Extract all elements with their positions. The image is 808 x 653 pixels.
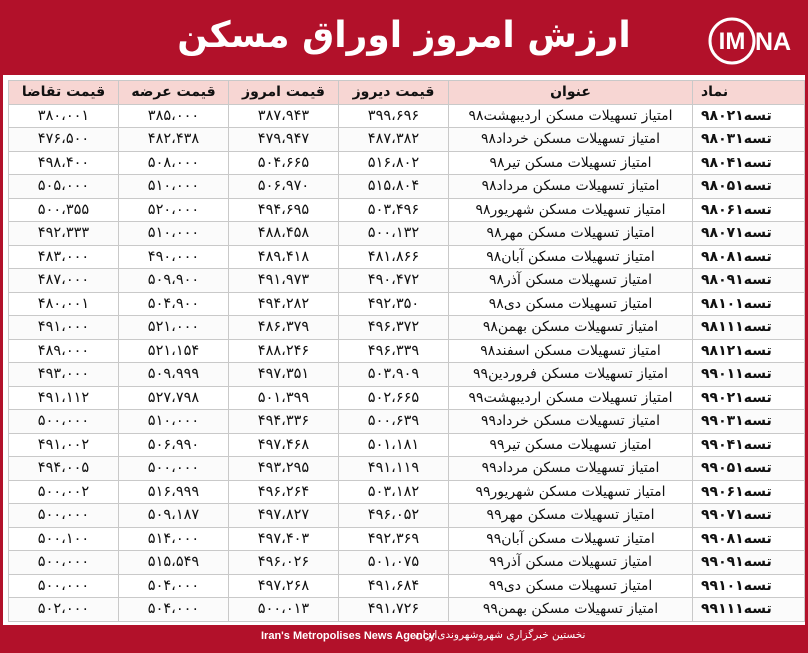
cell-yesterday-price: ۵۰۳،۹۰۹ bbox=[338, 362, 449, 387]
table-row bbox=[3, 245, 805, 269]
table-row bbox=[3, 362, 805, 386]
cell-today-price: ۴۹۷،۴۰۳ bbox=[228, 527, 339, 552]
table-row bbox=[3, 104, 805, 128]
cell-demand-price: ۴۹۴،۰۰۵ bbox=[8, 456, 119, 481]
cell-today-price: ۴۸۹،۴۱۸ bbox=[228, 245, 339, 270]
cell-demand-price: ۴۹۱،۰۰۰ bbox=[8, 315, 119, 340]
cell-today-price: ۵۰۱،۳۹۹ bbox=[228, 386, 339, 411]
cell-title: امتیاز تسهیلات مسکن فروردین۹۹ bbox=[448, 362, 693, 387]
cell-today-price: ۴۷۹،۹۴۷ bbox=[228, 127, 339, 152]
cell-yesterday-price: ۴۸۷،۳۸۲ bbox=[338, 127, 449, 152]
table-row bbox=[3, 480, 805, 504]
footer-bar bbox=[3, 625, 805, 650]
table-row bbox=[3, 550, 805, 574]
table-row bbox=[3, 151, 805, 175]
cell-symbol: تسه۹۹۰۳۱ bbox=[692, 409, 805, 434]
cell-yesterday-price: ۳۹۹،۶۹۶ bbox=[338, 104, 449, 129]
cell-demand-price: ۴۸۷،۰۰۰ bbox=[8, 268, 119, 293]
cell-demand-price: ۵۰۰،۰۰۰ bbox=[8, 409, 119, 434]
cell-offer-price: ۵۰۹،۹۹۹ bbox=[118, 362, 229, 387]
cell-offer-price: ۵۱۴،۰۰۰ bbox=[118, 527, 229, 552]
cell-yesterday-price: ۴۹۰،۴۷۲ bbox=[338, 268, 449, 293]
cell-title: امتیاز تسهیلات مسکن بهمن۹۸ bbox=[448, 315, 693, 340]
cell-today-price: ۴۹۴،۳۳۶ bbox=[228, 409, 339, 434]
cell-demand-price: ۵۰۰،۰۰۰ bbox=[8, 550, 119, 575]
cell-yesterday-price: ۴۹۱،۷۲۶ bbox=[338, 597, 449, 622]
cell-offer-price: ۵۰۹،۹۰۰ bbox=[118, 268, 229, 293]
cell-today-price: ۴۹۶،۲۶۴ bbox=[228, 480, 339, 505]
cell-yesterday-price: ۵۰۳،۴۹۶ bbox=[338, 198, 449, 223]
cell-title: امتیاز تسهیلات مسکن شهریور۹۹ bbox=[448, 480, 693, 505]
cell-title: امتیاز تسهیلات مسکن اسفند۹۸ bbox=[448, 339, 693, 364]
cell-symbol: تسه۹۹۰۱۱ bbox=[692, 362, 805, 387]
cell-offer-price: ۵۱۰،۰۰۰ bbox=[118, 174, 229, 199]
cell-title: امتیاز تسهیلات مسکن آبان۹۸ bbox=[448, 245, 693, 270]
cell-demand-price: ۵۰۲،۰۰۰ bbox=[8, 597, 119, 622]
cell-title: امتیاز تسهیلات مسکن تیر۹۹ bbox=[448, 433, 693, 458]
cell-offer-price: ۵۰۹،۱۸۷ bbox=[118, 503, 229, 528]
cell-demand-price: ۵۰۰،۰۰۰ bbox=[8, 503, 119, 528]
cell-yesterday-price: ۴۹۱،۶۸۴ bbox=[338, 574, 449, 599]
cell-offer-price: ۵۱۵،۵۴۹ bbox=[118, 550, 229, 575]
cell-demand-price: ۵۰۰،۱۰۰ bbox=[8, 527, 119, 552]
cell-symbol: تسه۹۹۰۵۱ bbox=[692, 456, 805, 481]
cell-today-price: ۴۹۳،۲۹۵ bbox=[228, 456, 339, 481]
cell-symbol: تسه۹۹۰۸۱ bbox=[692, 527, 805, 552]
cell-yesterday-price: ۵۰۳،۱۸۲ bbox=[338, 480, 449, 505]
cell-yesterday-price: ۴۹۶،۰۵۲ bbox=[338, 503, 449, 528]
cell-yesterday-price: ۵۰۰،۱۳۲ bbox=[338, 221, 449, 246]
cell-today-price: ۴۹۱،۹۷۳ bbox=[228, 268, 339, 293]
cell-title: امتیاز تسهیلات مسکن مهر۹۸ bbox=[448, 221, 693, 246]
cell-demand-price: ۴۹۱،۰۰۲ bbox=[8, 433, 119, 458]
cell-title: امتیاز تسهیلات مسکن آذر۹۸ bbox=[448, 268, 693, 293]
header-bar bbox=[3, 3, 805, 75]
cell-symbol: تسه۹۸۰۸۱ bbox=[692, 245, 805, 270]
cell-title: امتیاز تسهیلات مسکن خرداد۹۹ bbox=[448, 409, 693, 434]
footer-agency-persian: نخستین خبرگزاری شهروشهروندی‌ایران bbox=[415, 629, 586, 641]
cell-today-price: ۴۹۷،۳۵۱ bbox=[228, 362, 339, 387]
cell-symbol: تسه۹۸۰۳۱ bbox=[692, 127, 805, 152]
footer-agency-english: Iran's Metropolises News Agency bbox=[261, 630, 435, 642]
cell-today-price: ۴۸۶،۳۷۹ bbox=[228, 315, 339, 340]
cell-today-price: ۵۰۴،۶۶۵ bbox=[228, 151, 339, 176]
cell-demand-price: ۴۷۶،۵۰۰ bbox=[8, 127, 119, 152]
cell-today-price: ۴۹۴،۲۸۲ bbox=[228, 292, 339, 317]
cell-demand-price: ۴۸۹،۰۰۰ bbox=[8, 339, 119, 364]
cell-today-price: ۴۸۸،۲۴۶ bbox=[228, 339, 339, 364]
table-row bbox=[3, 597, 805, 621]
cell-today-price: ۴۸۸،۴۵۸ bbox=[228, 221, 339, 246]
cell-today-price: ۴۹۷،۸۲۷ bbox=[228, 503, 339, 528]
cell-symbol: تسه۹۸۱۲۱ bbox=[692, 339, 805, 364]
cell-symbol: تسه۹۹۰۴۱ bbox=[692, 433, 805, 458]
cell-yesterday-price: ۴۹۲،۳۵۰ bbox=[338, 292, 449, 317]
cell-symbol: تسه۹۸۰۹۱ bbox=[692, 268, 805, 293]
table-row bbox=[3, 174, 805, 198]
cell-today-price: ۵۰۶،۹۷۰ bbox=[228, 174, 339, 199]
column-header-symbol: نماد bbox=[692, 80, 805, 105]
cell-demand-price: ۴۹۱،۱۱۲ bbox=[8, 386, 119, 411]
cell-demand-price: ۵۰۰،۰۰۰ bbox=[8, 574, 119, 599]
table-row bbox=[3, 574, 805, 598]
cell-offer-price: ۵۲۰،۰۰۰ bbox=[118, 198, 229, 223]
cell-title: امتیاز تسهیلات مسکن دی۹۹ bbox=[448, 574, 693, 599]
cell-offer-price: ۵۰۰،۰۰۰ bbox=[118, 456, 229, 481]
cell-demand-price: ۴۹۲،۳۳۳ bbox=[8, 221, 119, 246]
cell-offer-price: ۵۰۸،۰۰۰ bbox=[118, 151, 229, 176]
cell-symbol: تسه۹۹۰۲۱ bbox=[692, 386, 805, 411]
column-header-demand: قیمت تقاضا bbox=[8, 80, 119, 105]
cell-yesterday-price: ۴۹۶،۳۷۲ bbox=[338, 315, 449, 340]
cell-today-price: ۳۸۷،۹۴۳ bbox=[228, 104, 339, 129]
cell-demand-price: ۵۰۰،۰۰۲ bbox=[8, 480, 119, 505]
cell-offer-price: ۵۲۱،۱۵۴ bbox=[118, 339, 229, 364]
cell-title: امتیاز تسهیلات مسکن تیر۹۸ bbox=[448, 151, 693, 176]
cell-symbol: تسه۹۸۰۵۱ bbox=[692, 174, 805, 199]
svg-text:IM: IM bbox=[718, 28, 746, 55]
cell-demand-price: ۴۸۰،۰۰۱ bbox=[8, 292, 119, 317]
cell-today-price: ۴۹۷،۲۶۸ bbox=[228, 574, 339, 599]
cell-demand-price: ۴۸۳،۰۰۰ bbox=[8, 245, 119, 270]
cell-yesterday-price: ۵۰۰،۶۳۹ bbox=[338, 409, 449, 434]
cell-title: امتیاز تسهیلات مسکن اردیبهشت۹۸ bbox=[448, 104, 693, 129]
table-row bbox=[3, 268, 805, 292]
cell-demand-price: ۴۹۸،۴۰۰ bbox=[8, 151, 119, 176]
cell-symbol: تسه۹۹۱۱۱ bbox=[692, 597, 805, 622]
cell-today-price: ۴۹۶،۰۲۶ bbox=[228, 550, 339, 575]
cell-symbol: تسه۹۹۰۹۱ bbox=[692, 550, 805, 575]
cell-offer-price: ۵۱۶،۹۹۹ bbox=[118, 480, 229, 505]
cell-yesterday-price: ۵۱۶،۸۰۲ bbox=[338, 151, 449, 176]
cell-demand-price: ۵۰۰،۳۵۵ bbox=[8, 198, 119, 223]
cell-title: امتیاز تسهیلات مسکن مرداد۹۹ bbox=[448, 456, 693, 481]
imna-logo-icon bbox=[707, 16, 795, 66]
price-table bbox=[3, 80, 805, 621]
cell-symbol: تسه۹۸۰۴۱ bbox=[692, 151, 805, 176]
cell-symbol: تسه۹۹۰۷۱ bbox=[692, 503, 805, 528]
cell-symbol: تسه۹۸۰۶۱ bbox=[692, 198, 805, 223]
page-title: ارزش امروز اوراق مسکن bbox=[177, 15, 631, 56]
cell-symbol: تسه۹۸۰۷۱ bbox=[692, 221, 805, 246]
cell-yesterday-price: ۵۰۱،۰۷۵ bbox=[338, 550, 449, 575]
cell-symbol: تسه۹۹۰۶۱ bbox=[692, 480, 805, 505]
table-row bbox=[3, 339, 805, 363]
cell-yesterday-price: ۴۸۱،۸۶۶ bbox=[338, 245, 449, 270]
cell-symbol: تسه۹۸۰۲۱ bbox=[692, 104, 805, 129]
table-row bbox=[3, 433, 805, 457]
column-header-title: عنوان bbox=[448, 80, 693, 105]
cell-symbol: تسه۹۸۱۰۱ bbox=[692, 292, 805, 317]
table-row bbox=[3, 127, 805, 151]
cell-offer-price: ۵۱۰،۰۰۰ bbox=[118, 221, 229, 246]
svg-text:NA: NA bbox=[754, 28, 792, 56]
cell-demand-price: ۴۹۳،۰۰۰ bbox=[8, 362, 119, 387]
table-row bbox=[3, 315, 805, 339]
cell-offer-price: ۴۸۲،۴۳۸ bbox=[118, 127, 229, 152]
cell-offer-price: ۵۰۴،۰۰۰ bbox=[118, 597, 229, 622]
column-header-yesterday: قیمت دیروز bbox=[338, 80, 449, 105]
cell-title: امتیاز تسهیلات مسکن مرداد۹۸ bbox=[448, 174, 693, 199]
table-row bbox=[3, 456, 805, 480]
cell-offer-price: ۵۰۴،۰۰۰ bbox=[118, 574, 229, 599]
cell-symbol: تسه۹۸۱۱۱ bbox=[692, 315, 805, 340]
cell-title: امتیاز تسهیلات مسکن بهمن۹۹ bbox=[448, 597, 693, 622]
cell-yesterday-price: ۴۹۱،۱۱۹ bbox=[338, 456, 449, 481]
table-row bbox=[3, 198, 805, 222]
cell-offer-price: ۵۱۰،۰۰۰ bbox=[118, 409, 229, 434]
table-row bbox=[3, 409, 805, 433]
table-row bbox=[3, 292, 805, 316]
table-header-row bbox=[3, 80, 805, 104]
column-header-offer: قیمت عرضه bbox=[118, 80, 229, 105]
cell-title: امتیاز تسهیلات مسکن دی۹۸ bbox=[448, 292, 693, 317]
cell-demand-price: ۳۸۰،۰۰۱ bbox=[8, 104, 119, 129]
table-row bbox=[3, 503, 805, 527]
table-row bbox=[3, 527, 805, 551]
cell-today-price: ۴۹۷،۴۶۸ bbox=[228, 433, 339, 458]
cell-offer-price: ۵۲۱،۰۰۰ bbox=[118, 315, 229, 340]
cell-today-price: ۴۹۴،۶۹۵ bbox=[228, 198, 339, 223]
cell-title: امتیاز تسهیلات مسکن مهر۹۹ bbox=[448, 503, 693, 528]
table-row bbox=[3, 221, 805, 245]
cell-symbol: تسه۹۹۱۰۱ bbox=[692, 574, 805, 599]
cell-yesterday-price: ۴۹۲،۳۶۹ bbox=[338, 527, 449, 552]
cell-title: امتیاز تسهیلات مسکن اردیبهشت۹۹ bbox=[448, 386, 693, 411]
cell-yesterday-price: ۵۰۲،۶۶۵ bbox=[338, 386, 449, 411]
cell-yesterday-price: ۴۹۶،۳۳۹ bbox=[338, 339, 449, 364]
cell-offer-price: ۵۲۷،۷۹۸ bbox=[118, 386, 229, 411]
cell-yesterday-price: ۵۰۱،۱۸۱ bbox=[338, 433, 449, 458]
cell-offer-price: ۵۰۶،۹۹۰ bbox=[118, 433, 229, 458]
column-header-today: قیمت امروز bbox=[228, 80, 339, 105]
cell-demand-price: ۵۰۵،۰۰۰ bbox=[8, 174, 119, 199]
cell-title: امتیاز تسهیلات مسکن آبان۹۹ bbox=[448, 527, 693, 552]
cell-title: امتیاز تسهیلات مسکن شهریور۹۸ bbox=[448, 198, 693, 223]
cell-offer-price: ۳۸۵،۰۰۰ bbox=[118, 104, 229, 129]
cell-offer-price: ۵۰۴،۹۰۰ bbox=[118, 292, 229, 317]
cell-title: امتیاز تسهیلات مسکن خرداد۹۸ bbox=[448, 127, 693, 152]
table-body bbox=[3, 104, 805, 621]
cell-offer-price: ۴۹۰،۰۰۰ bbox=[118, 245, 229, 270]
cell-yesterday-price: ۵۱۵،۸۰۴ bbox=[338, 174, 449, 199]
table-row bbox=[3, 386, 805, 410]
cell-today-price: ۵۰۰،۰۱۳ bbox=[228, 597, 339, 622]
cell-title: امتیاز تسهیلات مسکن آذر۹۹ bbox=[448, 550, 693, 575]
